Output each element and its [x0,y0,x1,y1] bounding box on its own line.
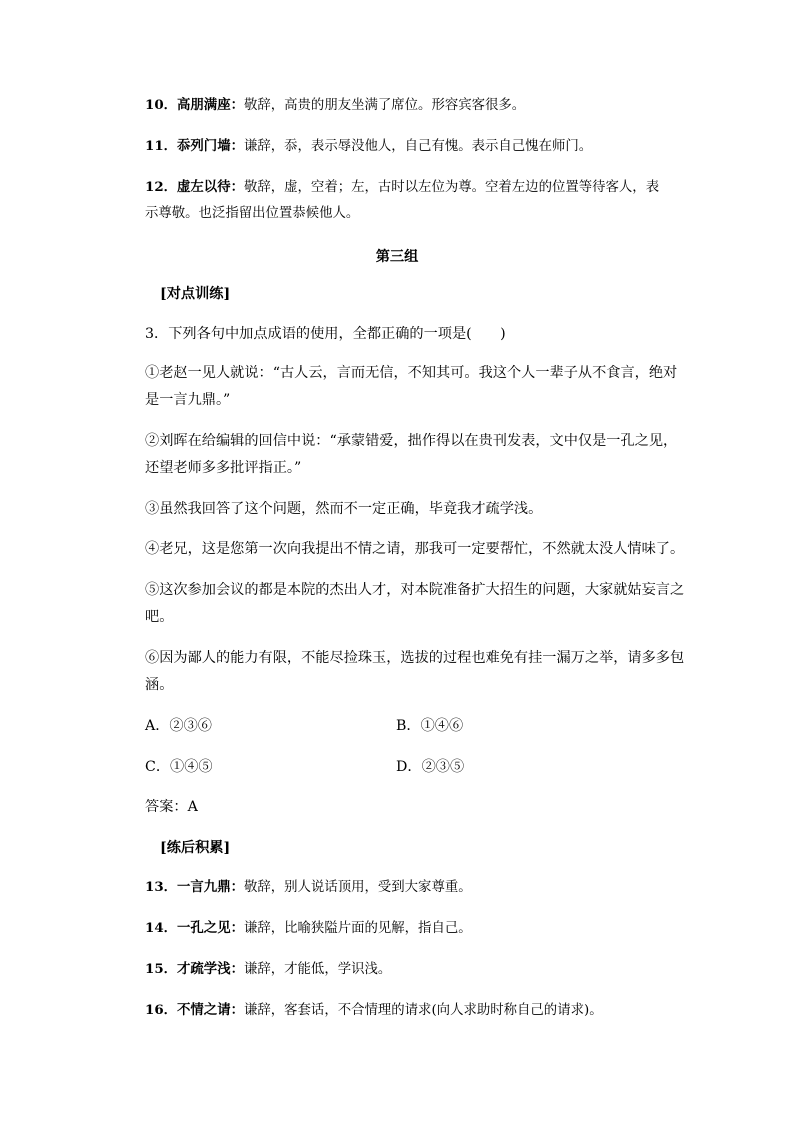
question-item-1: ①老赵一见人就说：“古人云，言而无信，不知其可。我这个人一辈子从不食言，绝对 [145,365,678,381]
question-item-6: ⑥因为鄙人的能力有限，不能尽捡珠玉，选拔的过程也难免有挂一漏万之举，请多多包 [145,650,685,666]
practice-heading: [练后积累] [160,840,231,856]
glossary-entry-11 [145,137,592,156]
glossary-entry-12-continuation: 示尊敬。也泛指留出位置恭候他人。 [145,206,360,221]
option-c: C．①④⑤ [145,759,213,775]
glossary-entry-14 [145,919,472,938]
question-item-2-continuation: 还望老师多多批评指正。” [145,460,302,476]
question-item-1-continuation: 是一言九鼎。” [145,392,231,408]
option-a: A．②③⑥ [145,718,212,734]
question-item-5-continuation: 吧。 [145,609,174,625]
glossary-definition: 谦辞，忝，表示辱没他人，自己有愧。表示自己愧在师门。 [243,139,593,154]
drill-heading: [对点训练] [160,286,231,302]
glossary-entry-16 [145,1001,603,1020]
glossary-entry-15 [145,960,391,979]
glossary-term: 10．高朋满座： [145,97,244,113]
question-item-6-continuation: 涵。 [145,677,174,693]
answer: 答案：A [145,799,198,815]
glossary-term: 14．一孔之见： [145,920,244,936]
glossary-term: 15．才疏学浅： [145,961,244,977]
question-stem: 3．下列各句中加点成语的使用，全都正确的一项是( ) [145,326,506,342]
glossary-term: 11．忝列门墙： [145,138,244,154]
question-item-5: ⑤这次参加会议的都是本院的杰出人才，对本院准备扩大招生的问题，大家就姑妄言之 [145,582,685,598]
question-item-4: ④老兄，这是您第一次向我提出不情之请，那我可一定要帮忙，不然就太没人情味了。 [145,541,685,557]
glossary-definition: 谦辞，比喻狭隘片面的见解，指自己。 [243,921,472,936]
glossary-definition: 敬辞，高贵的朋友坐满了席位。形容宾客很多。 [243,98,526,113]
glossary-definition: 敬辞，虚，空着；左，古时以左位为尊。空着左边的位置等待客人，表 [243,180,660,195]
glossary-entry-13 [145,878,472,897]
question-item-2: ②刘晖在给编辑的回信中说：“承蒙错爱，拙作得以在贵刊发表，文中仅是一孔之见， [145,433,678,449]
glossary-entry-12 [145,178,659,197]
glossary-term: 12．虚左以待： [145,179,244,195]
section-title: 第三组 [375,249,419,265]
glossary-definition: 敬辞，别人说话顶用，受到大家尊重。 [243,880,472,895]
glossary-term: 13．一言九鼎： [145,879,244,895]
option-d: D．②③⑤ [396,759,465,775]
option-b: B．①④⑥ [396,718,464,734]
question-item-3: ③虽然我回答了这个问题，然而不一定正确，毕竟我才疏学浅。 [145,501,543,517]
glossary-term: 16．不情之请： [145,1002,244,1018]
glossary-definition: 谦辞，才能低，学识浅。 [243,962,392,977]
glossary-definition: 谦辞，客套话，不合情理的请求(向人求助时称自己的请求)。 [243,1003,603,1018]
glossary-entry-10 [145,96,525,115]
